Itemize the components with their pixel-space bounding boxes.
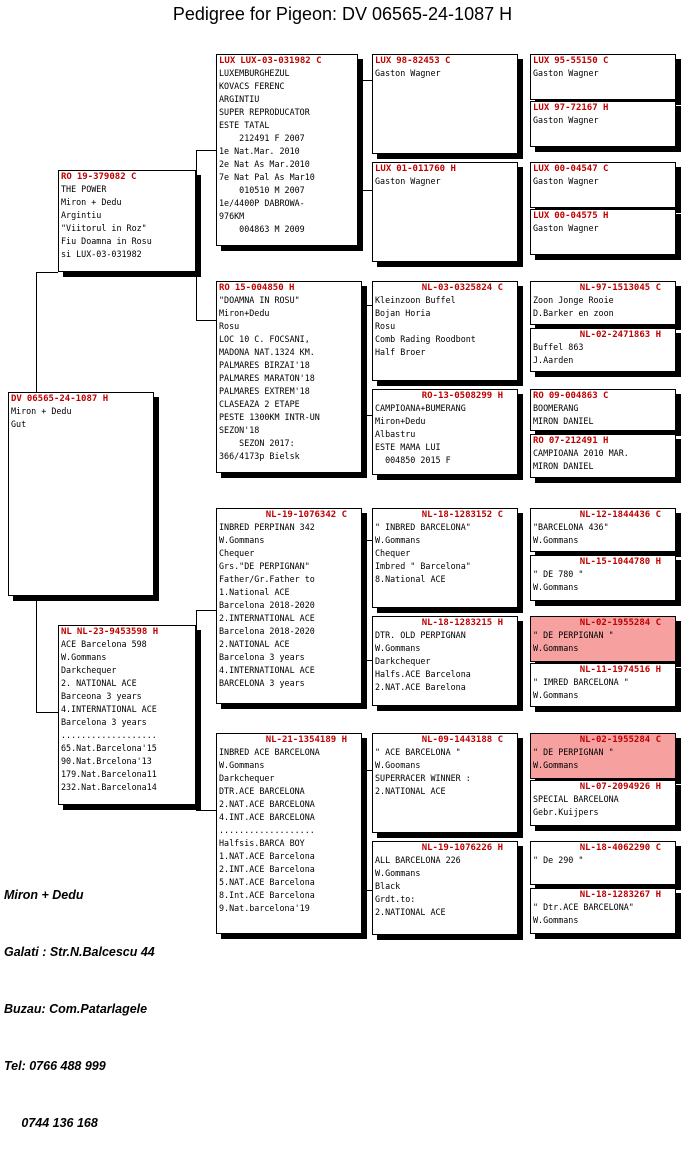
- ring-number: NL-18-1283267 H: [579, 890, 661, 900]
- info-line: Gaston Wagner: [533, 115, 599, 125]
- info-line: PALMARES BIRZAI'18: [219, 360, 310, 370]
- info-line: 9.Nat.barcelona'19: [219, 903, 310, 913]
- owner-phone: Tel: 0766 488 999: [4, 1059, 106, 1073]
- ring-number: NL-03-0325824 C: [421, 283, 503, 293]
- connector-line: [520, 185, 521, 231]
- info-line: Miron+Dedu: [375, 416, 426, 426]
- pigeon-card-g2[interactable]: [530, 101, 676, 147]
- page-title: Pedigree for Pigeon: DV 06565-24-1087 H: [172, 4, 513, 24]
- info-line: 1.NAT.ACE Barcelona: [219, 851, 315, 861]
- info-line: Rosu: [219, 321, 240, 331]
- info-line: 2.INT.ACE Barcelona: [219, 864, 315, 874]
- ring-header: [373, 390, 517, 402]
- info-line: Kleinzoon Buffel: [375, 295, 456, 305]
- pigeon-card-g8[interactable]: [530, 434, 676, 478]
- info-line: 004863 M 2009: [219, 224, 305, 234]
- ring-number: NL-09-1443188 C: [421, 735, 503, 745]
- ring-header: [531, 329, 675, 341]
- ring-number: 15-004850 H: [234, 283, 295, 293]
- info-line: Chequer: [219, 548, 255, 558]
- pigeon-card-g13[interactable]: [530, 733, 676, 779]
- info-line: 366/4173p Bielsk: [219, 451, 300, 461]
- ring-header: [531, 734, 675, 746]
- pigeon-card-g4[interactable]: [530, 209, 676, 255]
- info-line: 232.Nat.Barcelona14: [61, 782, 157, 792]
- ring-number: NL-18-4062290 C: [579, 843, 661, 853]
- connector-line: [362, 540, 372, 541]
- info-line: CAMPIOANA+BUMERANG: [375, 403, 466, 413]
- info-line: 4.INT.ACE BARCELONA: [219, 812, 315, 822]
- info-line: Bojan Horia: [375, 308, 431, 318]
- info-line: " De 290 ": [533, 855, 584, 865]
- info-line: 4.INTERNATIONAL ACE: [219, 665, 315, 675]
- info-line: Barcelona 3 years: [61, 717, 147, 727]
- info-line: "BARCELONA 436": [533, 522, 609, 532]
- info-line: " DE PERPIGNAN ": [533, 747, 614, 757]
- ring-header: [531, 163, 675, 175]
- info-line: 179.Nat.Barcelona11: [61, 769, 157, 779]
- owner-address: Galati : Str.N.Balcescu 44: [4, 945, 155, 959]
- pigeon-card-g11[interactable]: [530, 616, 676, 662]
- info-line: SEZON'18: [219, 425, 260, 435]
- connector-line: [362, 190, 372, 191]
- ring-number: NL-18-1283215 H: [421, 618, 503, 628]
- connector-line: [362, 890, 372, 891]
- info-line: Halfs.ACE Barcelona: [375, 669, 471, 679]
- info-line: " ACE BARCELONA ": [375, 747, 461, 757]
- pigeon-card-sss[interactable]: [372, 54, 518, 154]
- info-line: Gaston Wagner: [533, 68, 599, 78]
- ring-header: [373, 282, 517, 294]
- connector-line: [362, 770, 372, 771]
- ring-country: RO: [61, 172, 72, 182]
- connector-line: [362, 80, 372, 81]
- info-line: 2.NAT.ACE BARCELONA: [219, 799, 315, 809]
- info-line: 5.NAT.ACE Barcelona: [219, 877, 315, 887]
- connector-line: [520, 410, 521, 462]
- info-line: PALMARES EXTREM'18: [219, 386, 310, 396]
- ring-country: LUX: [533, 164, 550, 174]
- connector-line: [196, 320, 216, 321]
- info-line: Chequer: [375, 548, 411, 558]
- info-line: " DE 780 ": [533, 569, 584, 579]
- info-line: Zoon Jonge Rooie: [533, 295, 614, 305]
- ring-number: 98-82453 C: [396, 56, 451, 66]
- connector-line: [362, 305, 372, 306]
- info-line: MIRON DANIEL: [533, 461, 594, 471]
- info-line: Halfsis.BARCA BOY: [219, 838, 305, 848]
- connector-line: [520, 530, 521, 580]
- info-line: BARCELONA 3 years: [219, 678, 305, 688]
- ring-number: LUX-03-031982 C: [240, 56, 322, 66]
- connector-line: [36, 272, 58, 273]
- ring-header: [373, 734, 517, 746]
- ring-country: LUX: [219, 56, 236, 66]
- ring-number: NL-23-9453598 H: [76, 627, 159, 637]
- ring-number: 19-379082 C: [76, 172, 137, 182]
- info-line: Black: [375, 881, 401, 891]
- ring-country: LUX: [375, 56, 392, 66]
- info-line: Argintiu: [61, 210, 102, 220]
- info-line: W.Gommans: [375, 868, 421, 878]
- info-line: DTR. OLD PERPIGNAN: [375, 630, 466, 640]
- info-line: MADONA NAT.1324 KM.: [219, 347, 315, 357]
- info-line: Imbred " Barcelona": [375, 561, 471, 571]
- connector-line: [196, 610, 216, 611]
- info-line: W.Gommans: [533, 915, 579, 925]
- info-line: 2.NATIONAL ACE: [375, 907, 446, 917]
- ring-header: [9, 393, 153, 405]
- info-line: 2.NAT.ACE Barelona: [375, 682, 466, 692]
- info-line: 65.Nat.Barcelona'15: [61, 743, 157, 753]
- info-line: ALL BARCELONA 226: [375, 855, 461, 865]
- info-line: 2e Nat As Mar.2010: [219, 159, 310, 169]
- connector-line: [362, 80, 363, 190]
- ring-number: 06565-24-1087 H: [26, 394, 109, 404]
- ring-number: 01-011760 H: [396, 164, 456, 174]
- owner-name: Miron + Dedu: [4, 888, 84, 902]
- ring-number: NL-11-1974516 H: [579, 665, 661, 675]
- info-line: INBRED ACE BARCELONA: [219, 747, 320, 757]
- pigeon-card-dam[interactable]: [58, 625, 196, 805]
- info-line: Grs."DE PERPIGNAN": [219, 561, 310, 571]
- ring-header: [531, 390, 675, 402]
- ring-country: NL: [61, 627, 72, 637]
- pigeon-card-g6[interactable]: [530, 328, 676, 372]
- info-line: 90.Nat.Brcelona'13: [61, 756, 152, 766]
- ring-number: NL-02-2471863 H: [579, 330, 661, 340]
- info-line: " DE PERPIGNAN ": [533, 630, 614, 640]
- pigeon-card-g12[interactable]: [530, 663, 676, 707]
- info-line: W.Gommans: [61, 652, 107, 662]
- info-line: Miron + Dedu: [61, 197, 122, 207]
- info-line: 976KM: [219, 211, 245, 221]
- ring-number: RO-13-0508299 H: [421, 391, 503, 401]
- connector-line: [362, 660, 372, 661]
- info-line: MIRON DANIEL: [533, 416, 594, 426]
- pigeon-card-sire[interactable]: [58, 170, 196, 272]
- connector-line: [362, 540, 363, 660]
- owner-address: Buzau: Com.Patarlagele: [4, 1002, 148, 1016]
- info-line: W.Gommans: [219, 760, 265, 770]
- owner-info: [4, 848, 155, 1152]
- info-line: 8.National ACE: [375, 574, 446, 584]
- info-line: W.Gommans: [533, 760, 579, 770]
- info-line: W.Gommans: [533, 535, 579, 545]
- connector-line: [36, 712, 58, 713]
- info-line: 1e/4400P DABROWA-: [219, 198, 305, 208]
- ring-header: [59, 171, 195, 183]
- info-line: Barcelona 2018-2020: [219, 600, 315, 610]
- ring-header: [531, 102, 675, 114]
- pigeon-card-g5[interactable]: [530, 281, 676, 325]
- ring-number: NL-19-1076226 H: [421, 843, 503, 853]
- info-line: 2.NATIONAL ACE: [375, 786, 446, 796]
- info-line: CAMPIOANA 2010 MAR.: [533, 448, 629, 458]
- pigeon-card-g16[interactable]: [530, 888, 676, 934]
- connector-line: [520, 755, 521, 807]
- info-line: 004850 2015 F: [375, 455, 451, 465]
- ring-country: RO: [219, 283, 230, 293]
- info-line: LUXEMBURGHEZUL: [219, 68, 290, 78]
- info-line: 2.INTERNATIONAL ACE: [219, 613, 315, 623]
- connector-line: [196, 810, 216, 811]
- pigeon-card-sire-sire[interactable]: [216, 54, 358, 246]
- info-line: 8.Int.ACE Barcelona: [219, 890, 315, 900]
- ring-number: NL-97-1513045 C: [579, 283, 661, 293]
- info-line: " IMRED BARCELONA ": [533, 677, 629, 687]
- info-line: W.Goomans: [375, 760, 421, 770]
- pigeon-card-subject[interactable]: [8, 392, 154, 596]
- info-line: si LUX-03-031982: [61, 249, 142, 259]
- info-line: ESTE MAMA LUI: [375, 442, 441, 452]
- ring-number: NL-21-1354189 H: [265, 735, 347, 745]
- info-line: Barcelona 2018-2020: [219, 626, 315, 636]
- info-line: Barceona 3 years: [61, 691, 142, 701]
- ring-number: 95-55150 C: [554, 56, 609, 66]
- owner-phone: 0744 136 168: [4, 1116, 98, 1130]
- info-line: THE POWER: [61, 184, 107, 194]
- ring-header: [373, 842, 517, 854]
- info-line: " INBRED BARCELONA": [375, 522, 471, 532]
- ring-number: 00-04547 C: [554, 164, 609, 174]
- info-line: Rosu: [375, 321, 396, 331]
- connector-line: [196, 150, 216, 151]
- info-line: Gaston Wagner: [375, 176, 441, 186]
- ring-country: RO: [533, 391, 544, 401]
- info-line: 212491 F 2007: [219, 133, 305, 143]
- info-line: Half Broer: [375, 347, 426, 357]
- ring-header: [531, 55, 675, 67]
- info-line: ARGINTIU: [219, 94, 260, 104]
- ring-number: 07-212491 H: [548, 436, 609, 446]
- info-line: D.Barker en zoon: [533, 308, 614, 318]
- info-line: Darkchequer: [375, 656, 431, 666]
- ring-number: 00-04575 H: [554, 211, 609, 221]
- connector-line: [362, 305, 363, 415]
- info-line: 2.NATIONAL ACE: [219, 639, 290, 649]
- ring-country: LUX: [375, 164, 392, 174]
- info-line: ACE Barcelona 598: [61, 639, 147, 649]
- pigeon-card-g7[interactable]: [530, 389, 676, 431]
- ring-header: [531, 556, 675, 568]
- info-line: PALMARES MARATON'18: [219, 373, 315, 383]
- pigeon-card-dam-dam[interactable]: [216, 733, 362, 934]
- ring-country: RO: [533, 436, 544, 446]
- ring-header: [373, 163, 517, 175]
- info-line: CLASEAZA 2 ETAPE: [219, 399, 300, 409]
- pigeon-card-g3[interactable]: [530, 162, 676, 208]
- info-line: W.Gommans: [533, 582, 579, 592]
- info-line: Gebr.Kuijpers: [533, 807, 599, 817]
- ring-header: [531, 664, 675, 676]
- info-line: W.Gommans: [533, 690, 579, 700]
- pigeon-card-dsd[interactable]: [372, 616, 518, 706]
- info-line: " Dtr.ACE BARCELONA": [533, 902, 634, 912]
- connector-line: [196, 610, 197, 810]
- ring-country: LUX: [533, 211, 550, 221]
- connector-line: [520, 635, 521, 687]
- info-line: ESTE TATAL: [219, 120, 270, 130]
- connector-line: [196, 150, 197, 320]
- info-line: Grdt.to:: [375, 894, 416, 904]
- info-line: BOOMERANG: [533, 403, 579, 413]
- info-line: Buffel 863: [533, 342, 584, 352]
- ring-country: DV: [11, 394, 22, 404]
- ring-number: NL-18-1283152 C: [421, 510, 503, 520]
- ring-header: [531, 842, 675, 854]
- ring-header: [217, 55, 357, 67]
- info-line: SEZON 2017:: [219, 438, 295, 448]
- pigeon-card-dam-sire[interactable]: [216, 508, 362, 704]
- info-line: SPECIAL BARCELONA: [533, 794, 619, 804]
- info-line: W.Gommans: [219, 535, 265, 545]
- connector-line: [520, 860, 521, 912]
- pigeon-card-g15[interactable]: [530, 841, 676, 885]
- ring-number: 97-72167 H: [554, 103, 609, 113]
- info-line: ...................: [61, 730, 157, 740]
- connector-line: [362, 415, 372, 416]
- ring-header: [373, 617, 517, 629]
- pigeon-card-dss[interactable]: [372, 508, 518, 608]
- info-line: W.Gommans: [533, 643, 579, 653]
- pigeon-card-sds[interactable]: [372, 281, 518, 381]
- info-line: "DOAMNA IN ROSU": [219, 295, 300, 305]
- ring-header: [373, 509, 517, 521]
- info-line: DTR.ACE BARCELONA: [219, 786, 305, 796]
- info-line: 4.INTERNATIONAL ACE: [61, 704, 157, 714]
- pigeon-card-sire-dam[interactable]: [216, 281, 362, 473]
- ring-number: NL-02-1955284 C: [579, 735, 661, 745]
- ring-header: [373, 55, 517, 67]
- info-line: Albastru: [375, 429, 416, 439]
- ring-header: [217, 734, 361, 746]
- ring-header: [531, 282, 675, 294]
- ring-header: [217, 282, 361, 294]
- info-line: SUPER REPRODUCATOR: [219, 107, 310, 117]
- info-line: 2. NATIONAL ACE: [61, 678, 137, 688]
- info-line: Father/Gr.Father to: [219, 574, 315, 584]
- info-line: Darkchequer: [219, 773, 275, 783]
- info-line: Darkchequer: [61, 665, 117, 675]
- info-line: ...................: [219, 825, 315, 835]
- ring-number: NL-15-1044780 H: [579, 557, 661, 567]
- info-line: INBRED PERPINAN 342: [219, 522, 315, 532]
- ring-header: [531, 617, 675, 629]
- pigeon-card-sdd[interactable]: [372, 389, 518, 475]
- info-line: Fiu Doamna in Rosu: [61, 236, 152, 246]
- info-line: LOC 10 C. FOCSANI,: [219, 334, 310, 344]
- ring-number: 09-004863 C: [548, 391, 609, 401]
- pigeon-card-g10[interactable]: [530, 555, 676, 601]
- info-line: Gaston Wagner: [533, 223, 599, 233]
- pigeon-card-g14[interactable]: [530, 780, 676, 826]
- ring-header: [531, 509, 675, 521]
- info-line: Gaston Wagner: [375, 68, 441, 78]
- info-line: SUPERRACER WINNER :: [375, 773, 471, 783]
- ring-number: NL-12-1844436 C: [579, 510, 661, 520]
- ring-country: LUX: [533, 103, 550, 113]
- info-line: Miron + Dedu: [11, 406, 72, 416]
- info-line: "Viitorul in Roz": [61, 223, 147, 233]
- info-line: 1.National ACE: [219, 587, 290, 597]
- ring-header: [531, 435, 675, 447]
- info-line: Comb Rading Roodbont: [375, 334, 476, 344]
- pigeon-card-ddd[interactable]: [372, 841, 518, 935]
- ring-number: NL-02-1955284 C: [579, 618, 661, 628]
- ring-country: LUX: [533, 56, 550, 66]
- info-line: 1e Nat.Mar. 2010: [219, 146, 300, 156]
- ring-header: [531, 889, 675, 901]
- info-line: 7e Nat Pal As Mar10: [219, 172, 315, 182]
- pigeon-card-ssd[interactable]: [372, 162, 518, 262]
- connector-line: [520, 302, 521, 354]
- pigeon-card-dds[interactable]: [372, 733, 518, 833]
- ring-number: NL-19-1076342 C: [265, 510, 347, 520]
- info-line: Gaston Wagner: [533, 176, 599, 186]
- info-line: PESTE 1300KM INTR-UN: [219, 412, 320, 422]
- info-line: J.Aarden: [533, 355, 574, 365]
- info-line: Barcelona 3 years: [219, 652, 305, 662]
- pigeon-card-g9[interactable]: [530, 508, 676, 552]
- connector-line: [362, 770, 363, 890]
- info-line: KOVACS FERENC: [219, 81, 285, 91]
- info-line: W.Gommans: [375, 643, 421, 653]
- info-line: W.Gommans: [375, 535, 421, 545]
- connector-line: [520, 77, 521, 123]
- ring-header: [59, 626, 195, 638]
- info-line: 010510 M 2007: [219, 185, 305, 195]
- ring-header: [531, 210, 675, 222]
- ring-number: NL-07-2094926 H: [579, 782, 661, 792]
- pigeon-card-g1[interactable]: [530, 54, 676, 100]
- info-line: Miron+Dedu: [219, 308, 270, 318]
- info-line: Gut: [11, 419, 27, 429]
- ring-header: [531, 781, 675, 793]
- ring-header: [217, 509, 361, 521]
